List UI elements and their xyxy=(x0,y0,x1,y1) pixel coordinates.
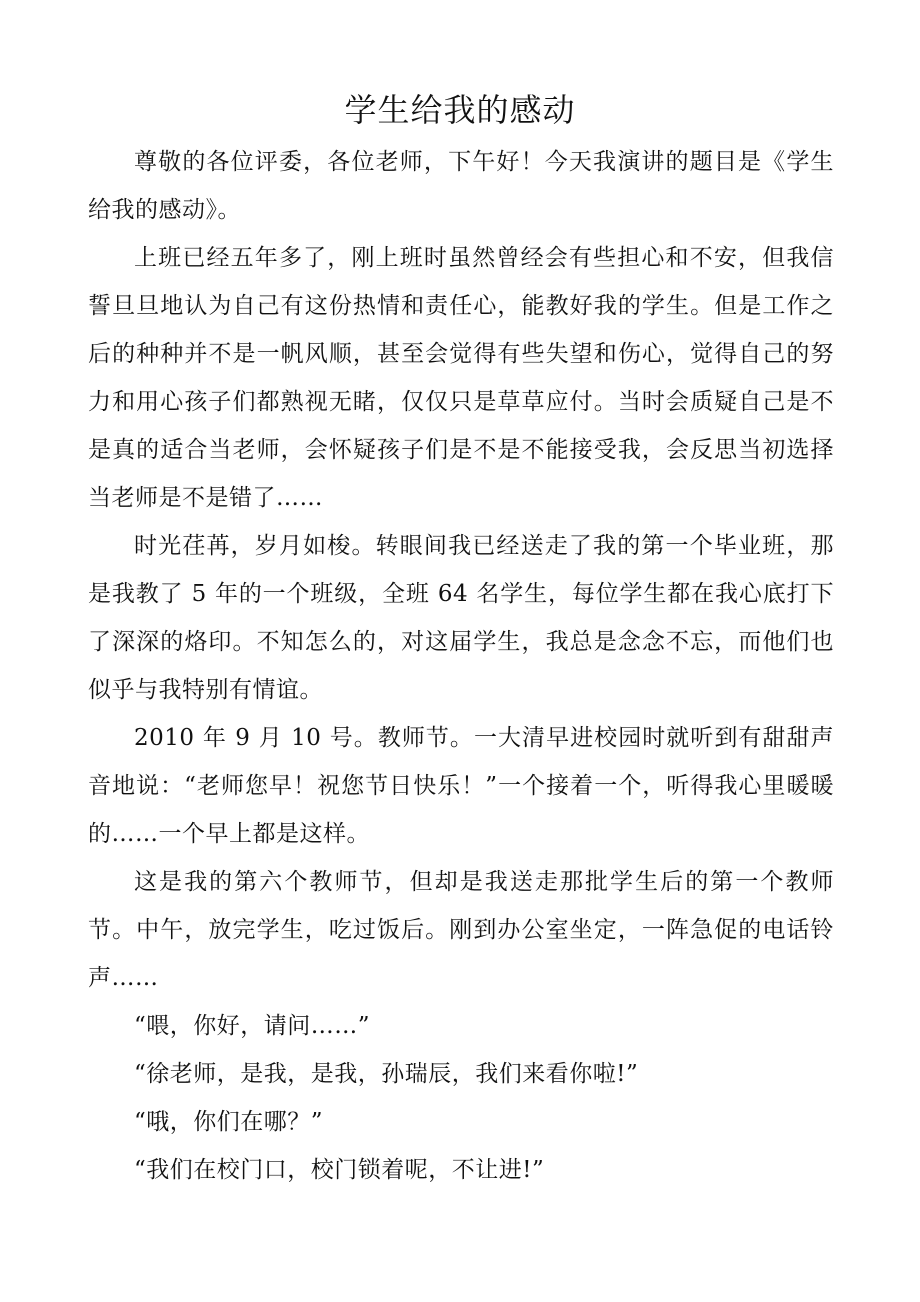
paragraph-phone-call: 这是我的第六个教师节，但却是我送走那批学生后的第一个教师节。中午，放完学生，吃过饭后。刚到办公室坐定，一阵急促的电话铃声…… xyxy=(88,869,834,991)
dialogue-line: “徐老师，是我，是我，孙瑞辰，我们来看你啦!” xyxy=(134,1061,639,1087)
paragraph-reflection: 上班已经五年多了，刚上班时虽然曾经会有些担心和不安，但我信誓旦旦地认为自己有这份热情和责任心，能教好我的学生。但是工作之后的种种并不是一帆风顺，甚至会觉得有些失望和伤心，觉得自己的努力和用心孩子们都熟视无睹，仅仅只是草草应付。当时会质疑自己是不是真的适合当老师，会怀疑孩子们是不是不能接受我，会反思当初选择当老师是不是错了…… xyxy=(88,245,834,511)
dialogue-line: “哦，你们在哪？” xyxy=(134,1109,324,1135)
paragraph-graduating-class: 时光荏苒，岁月如梭。转眼间我已经送走了我的第一个毕业班，那是我教了 5 年的一个班级，全班 64 名学生，每位学生都在我心底打下了深深的烙印。不知怎么的，对这届学生，我总是念念不忘，而他们也似乎与我特别有情谊。 xyxy=(88,533,834,703)
dialogue-line: “喂，你好，请问……” xyxy=(134,1013,371,1039)
document-body xyxy=(88,138,834,1194)
document-title: 学生给我的感动 xyxy=(344,91,576,129)
paragraph-greeting: 尊敬的各位评委，各位老师，下午好！今天我演讲的题目是《学生给我的感动》。 xyxy=(88,149,834,223)
dialogue-line: “我们在校门口，校门锁着呢，不让进!” xyxy=(134,1157,545,1183)
paragraph-teachers-day: 2010 年 9 月 10 号。教师节。一大清早进校园时就听到有甜甜声音地说：“老师您早！祝您节日快乐！”一个接着一个，听得我心里暖暖的……一个早上都是这样。 xyxy=(88,725,834,847)
